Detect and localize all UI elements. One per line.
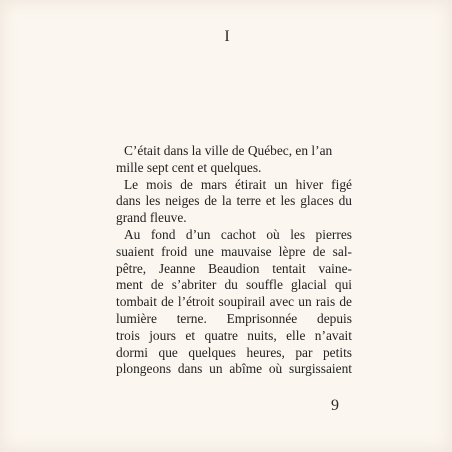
paragraph	[116, 177, 352, 227]
page-number: 9	[331, 397, 339, 414]
text-line: ment de s’abriter du souffle glacial qui	[116, 277, 352, 293]
text-line: trois jours et quatre nuits, elle n’avait	[116, 327, 352, 343]
text-line: grand fleuve.	[116, 210, 187, 226]
text-line: dormi que quelques heures, par petits	[116, 344, 352, 360]
text-line: plongeons dans un abîme où surgissaient	[116, 361, 352, 377]
paragraph	[116, 227, 352, 378]
text-line: lumière terne. Emprisonnée depuis	[116, 310, 352, 326]
chapter-number: I	[224, 28, 230, 45]
text-line: C’était dans la ville de Québec, en l’an	[124, 143, 333, 158]
text-line: pêtre, Jeanne Beaudion tentait vaine-	[116, 260, 352, 276]
text-line: mille sept cent et quelques.	[116, 159, 262, 175]
text-line: Au fond d’un cachot où les pierres	[124, 226, 352, 242]
paragraph	[116, 143, 352, 177]
text-line: tombait de l’étroit soupirail avec un rais de	[116, 294, 352, 310]
body-text	[116, 143, 352, 378]
text-line: Le mois de mars étirait un hiver figé	[124, 176, 352, 192]
text-line: dans les neiges de la terre et les glaces du	[116, 193, 352, 209]
text-line: suaient froid une mauvaise lèpre de sal-	[116, 243, 352, 259]
